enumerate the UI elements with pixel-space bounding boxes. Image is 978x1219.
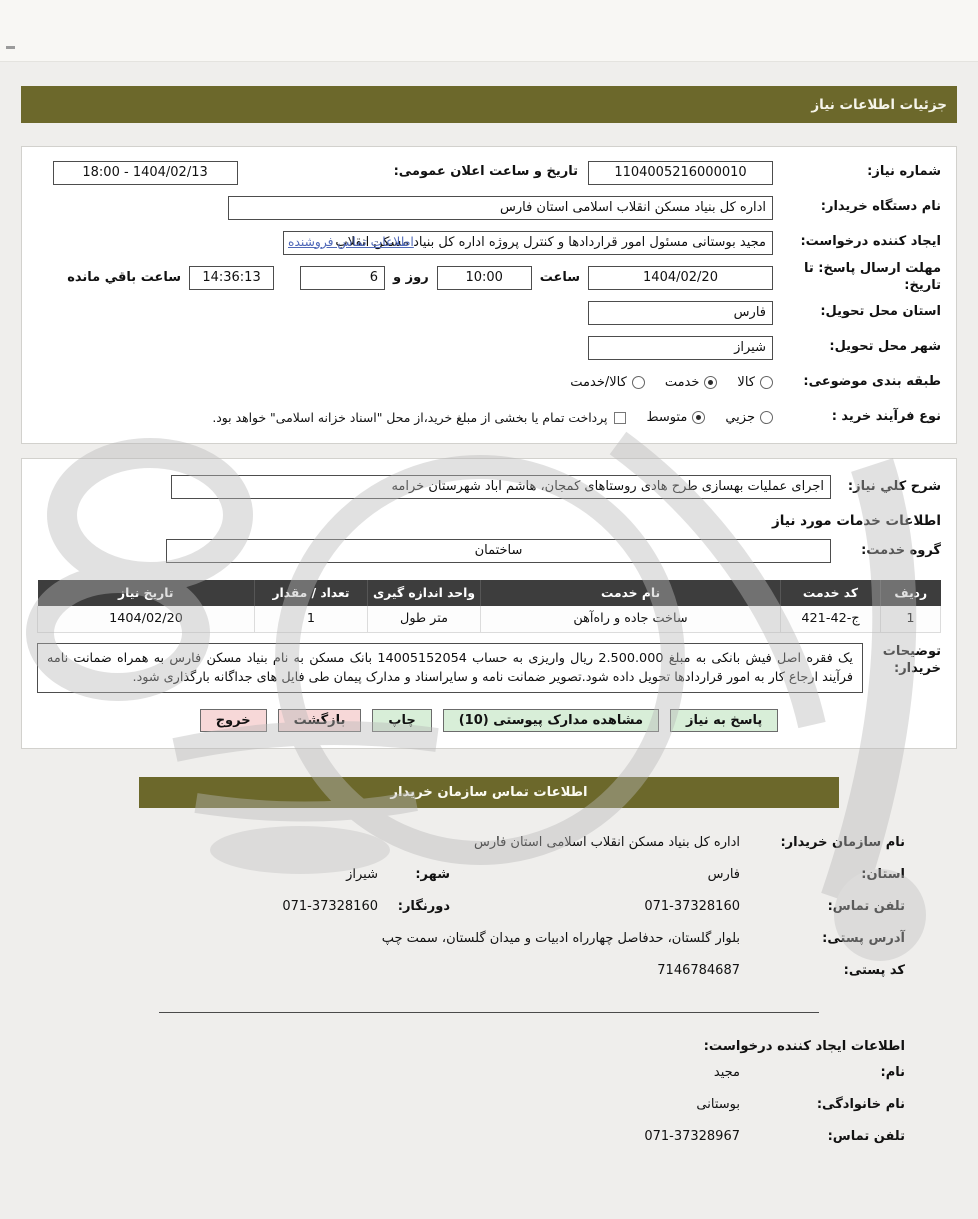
deadline-label: مهلت ارسال پاسخ: تا تاریخ: [803, 260, 941, 293]
radio-goods-service-label: کالا/خدمت [570, 375, 627, 390]
postal-code-label: کد پستی: [843, 962, 905, 978]
buyer-org-input[interactable] [228, 196, 773, 220]
row-buyer-org [37, 190, 941, 225]
radio-service-label: خدمت [664, 375, 700, 390]
row-request-creator [37, 225, 941, 260]
radio-goods[interactable] [760, 376, 773, 389]
fax-value: 071-37328160 [282, 898, 378, 914]
row-purchase-process [37, 400, 941, 435]
request-creator-field [283, 231, 773, 255]
buyer-contact-section [93, 832, 905, 992]
top-strip [0, 0, 978, 62]
first-name-label: نام: [880, 1064, 905, 1080]
province-label: استان: [861, 866, 905, 882]
row-province-city [93, 864, 905, 896]
page-title-bar [21, 86, 957, 123]
col-service-name: نام خدمت [481, 580, 781, 606]
table-row [38, 606, 941, 632]
delivery-province-label: استان محل تحویل: [820, 304, 941, 320]
cell-service-code: ج-42-421 [781, 606, 881, 632]
phone-label: تلفن تماس: [827, 898, 905, 914]
purchase-process-label: نوع فرآیند خرید : [831, 409, 941, 425]
print-button[interactable]: چاپ [372, 709, 431, 732]
row-org-name [93, 832, 905, 864]
action-buttons [37, 709, 941, 732]
radio-minor-label: جزيي [725, 410, 755, 425]
services-heading: اطلاعات خدمات مورد نیاز [771, 513, 941, 529]
hours-remaining-label: ساعت باقي مانده [67, 270, 182, 285]
cell-service-name: ساخت جاده و راه‌آهن [481, 606, 781, 632]
row-postal-code [93, 960, 905, 992]
first-name-value: مجید [713, 1064, 740, 1080]
row-need-number [37, 155, 941, 190]
need-number-input[interactable] [588, 161, 773, 185]
cell-row-number: 1 [881, 606, 941, 632]
col-row-number: ردیف [881, 580, 941, 606]
row-creator-phone [93, 1126, 905, 1158]
minimize-dash-icon [6, 46, 15, 49]
col-service-code: کد خدمت [781, 580, 881, 606]
city-value: شیراز [346, 866, 378, 882]
request-creator-label: ایجاد کننده درخواست: [800, 234, 941, 250]
deadline-hour-input[interactable] [437, 266, 532, 290]
need-number-label: شماره نیاز: [867, 164, 941, 180]
view-attachments-button[interactable]: مشاهده مدارک پیوستی (10) [443, 709, 659, 732]
subject-classification-label: طبقه بندی موضوعی: [803, 374, 941, 390]
col-need-date: تاریخ نیاز [38, 580, 255, 606]
need-description-label: شرح كلي نياز: [847, 479, 941, 494]
time-remaining-input[interactable] [189, 266, 274, 290]
service-group-input[interactable] [166, 539, 831, 563]
buyer-org-label: نام دستگاه خریدار: [820, 199, 941, 215]
page-title: جزئیات اطلاعات نیاز [811, 96, 947, 113]
row-first-name [93, 1062, 905, 1094]
org-name-value: اداره کل بنیاد مسکن انقلاب اسلامی استان فارس [473, 834, 740, 850]
last-name-value: بوستانی [696, 1096, 740, 1112]
org-name-label: نام سازمان خریدار: [780, 834, 905, 850]
cell-need-date: 1404/02/20 [38, 606, 255, 632]
postal-code-value: 7146784687 [657, 962, 740, 978]
row-service-group [37, 533, 941, 568]
treasury-checkbox[interactable] [614, 412, 626, 424]
city-label: شهر: [415, 866, 450, 882]
announce-label: تاریخ و ساعت اعلان عمومی: [393, 164, 578, 180]
radio-medium[interactable] [692, 411, 705, 424]
days-label: روز و [393, 270, 429, 285]
buyer-notes-text: یک فقره اصل فیش بانکی به مبلغ 2.500.000 ریال واریزی به حساب 14005152054 بانک مسکن به نام بنیاد مسکن فارس به همراه ضمانت نامه فرآیند ارجاع کار به امور قراردادها تحویل داده شود.تصویر ضمانت نامه و سایراسناد و مدارک پیمان طی فایل های جداگانه بارگذاری شود. [37, 643, 863, 693]
services-table [37, 580, 941, 633]
row-last-name [93, 1094, 905, 1126]
deadline-date-input[interactable] [588, 266, 773, 290]
service-group-label: گروه خدمت: [861, 543, 941, 558]
col-unit: واحد اندازه گیری [368, 580, 481, 606]
row-subject-classification [37, 365, 941, 400]
back-button[interactable]: بازگشت [278, 709, 362, 732]
need-details-panel [21, 146, 957, 444]
radio-minor[interactable] [760, 411, 773, 424]
reply-to-need-button[interactable]: پاسخ به نیاز [670, 709, 778, 732]
row-postal-address [93, 928, 905, 960]
section-divider [159, 1012, 819, 1013]
delivery-province-input[interactable] [588, 301, 773, 325]
postal-address-value: بلوار گلستان، حدفاصل چهارراه ادبیات و میدان گلستان، سمت چپ [381, 930, 740, 946]
buyer-contact-title: اطلاعات تماس سازمان خریدار [390, 784, 588, 800]
need-description-input[interactable] [171, 475, 831, 499]
buyer-notes-label: توضیحات خریدار: [882, 643, 941, 677]
row-need-description [37, 469, 941, 504]
row-delivery-city [37, 330, 941, 365]
delivery-city-label: شهر محل تحویل: [829, 339, 941, 355]
row-delivery-province [37, 295, 941, 330]
col-quantity: تعداد / مقدار [255, 580, 368, 606]
creator-info-section [93, 1062, 905, 1158]
cell-quantity: 1 [255, 606, 368, 632]
creator-phone-label: تلفن تماس: [827, 1128, 905, 1144]
creator-info-heading: اطلاعات ایجاد کننده درخواست: [703, 1038, 905, 1054]
buyer-contact-title-bar [139, 777, 839, 808]
fax-label: دورنگار: [397, 898, 450, 914]
deadline-hour-label: ساعت [539, 270, 580, 285]
radio-medium-label: متوسط [646, 410, 688, 425]
seller-contact-link[interactable]: اطلاعات تماس فروشنده [288, 234, 414, 249]
buyer-notes-row [37, 643, 941, 693]
radio-service[interactable] [704, 376, 717, 389]
exit-button[interactable]: خروج [200, 709, 267, 732]
days-remaining-input[interactable] [300, 266, 385, 290]
row-response-deadline [37, 260, 941, 295]
province-value: فارس [707, 866, 740, 882]
radio-goods-label: کالا [737, 375, 755, 390]
services-table-header-row [38, 580, 941, 606]
cell-unit: متر طول [368, 606, 481, 632]
postal-address-label: آدرس پستی: [822, 930, 905, 946]
treasury-note: پرداخت تمام یا بخشی از مبلغ خرید،از محل "اسناد خزانه اسلامی" خواهد بود. [212, 410, 608, 425]
creator-phone-value: 071-37328967 [644, 1128, 740, 1144]
announce-datetime-input[interactable] [53, 161, 238, 185]
last-name-label: نام خانوادگی: [816, 1096, 905, 1112]
delivery-city-input[interactable] [588, 336, 773, 360]
row-phone-fax [93, 896, 905, 928]
radio-goods-service[interactable] [632, 376, 645, 389]
phone-value: 071-37328160 [644, 898, 740, 914]
need-description-panel [21, 458, 957, 749]
